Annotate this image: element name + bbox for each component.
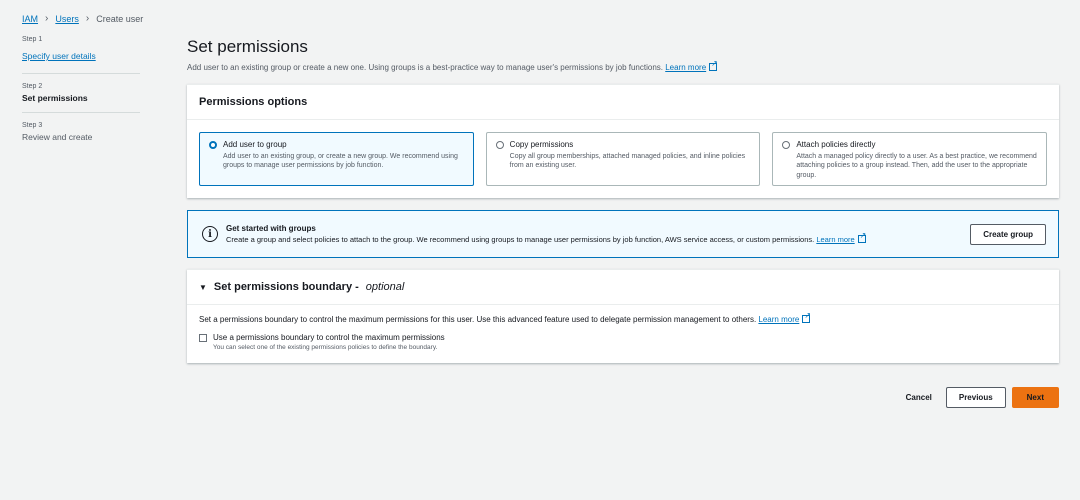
info-description-text: Create a group and select policies to attach to the group. We recommend using groups to manage user permissions by job function, AWS service access, or custom permissions. [226,235,815,244]
boundary-learn-more-link[interactable]: Learn more [758,315,800,324]
step-number: Step 2 [22,83,43,90]
step-3 [22,122,140,151]
breadcrumb-users-link[interactable]: Users [55,13,79,24]
boundary-optional-label: optional [365,281,405,293]
boundary-description-text: Set a permissions boundary to control the maximum permissions for this user. Use this advanced feature used to delegate permission management to others. [199,315,757,324]
previous-button[interactable]: Previous [946,387,1006,408]
external-link-icon [858,235,866,243]
permissions-options-card [187,84,1059,198]
step-3-label: Review and create [22,132,93,142]
option-description: Add user to an existing group, or create a new group. We recommend using groups to manage user permissions by job function. [223,153,458,170]
option-title: Add user to group [223,140,287,149]
learn-more-link[interactable]: Learn more [665,63,707,72]
permissions-options-header: Permissions options [187,85,1059,120]
next-button[interactable]: Next [1012,387,1059,408]
step-2 [22,83,140,113]
option-description: Copy all group memberships, attached managed policies, and inline policies from an existing user. [509,153,746,170]
option-copy-permissions[interactable] [486,132,761,186]
checkbox-description: You can select one of the existing permissions policies to define the boundary. [213,344,438,351]
info-learn-more-link[interactable]: Learn more [816,235,855,244]
info-icon: i [202,226,218,242]
option-add-to-group[interactable] [199,132,474,186]
radio-checked-icon[interactable] [209,141,217,149]
create-group-button[interactable]: Create group [970,224,1046,245]
checkbox-label: Use a permissions boundary to control the maximum permissions [213,333,445,342]
cancel-button[interactable]: Cancel [898,388,940,407]
page-description [187,63,1059,72]
breadcrumb-iam-link[interactable]: IAM [22,13,39,24]
option-attach-policies[interactable] [772,132,1047,186]
wizard-steps [22,36,140,160]
breadcrumb-current: Create user [96,13,144,24]
permissions-options-group [187,120,1059,198]
step-number: Step 1 [22,36,43,43]
step-1 [22,36,140,74]
boundary-body [187,305,1059,363]
step-1-link[interactable]: Specify user details [22,51,96,61]
step-number: Step 3 [22,122,43,129]
external-link-icon [709,63,717,71]
breadcrumb [22,13,143,24]
permissions-boundary-card [187,269,1059,363]
page-title: Set permissions [187,37,308,56]
option-title: Attach policies directly [796,140,876,149]
chevron-right-icon: › [85,13,90,24]
boundary-checkbox[interactable] [199,334,207,342]
radio-icon[interactable] [496,141,504,149]
option-title: Copy permissions [509,140,574,149]
info-description [226,235,970,244]
option-description: Attach a managed policy directly to a user. As a best practice, we recommend attaching policies to a group instead. Then, add the user to the appropriate group. [796,153,1037,179]
external-link-icon [802,315,810,323]
boundary-description [199,315,1047,324]
info-content [226,224,970,244]
wizard-footer [898,387,1059,408]
boundary-checkbox-row [199,333,1047,351]
boundary-title: Set permissions boundary - [213,281,359,293]
page-description-text: Add user to an existing group or create a new one. Using groups is a best-practice way to manage user's permissions by job functions. [187,63,663,72]
permissions-boundary-toggle[interactable] [187,270,1059,305]
step-2-label: Set permissions [22,93,88,103]
chevron-right-icon: › [45,13,49,24]
radio-icon[interactable] [782,141,790,149]
caret-down-icon: ▼ [199,282,207,292]
groups-info-alert [187,210,1059,258]
main-content [187,37,1059,363]
boundary-checkbox-text [213,333,445,351]
info-title: Get started with groups [226,224,316,233]
